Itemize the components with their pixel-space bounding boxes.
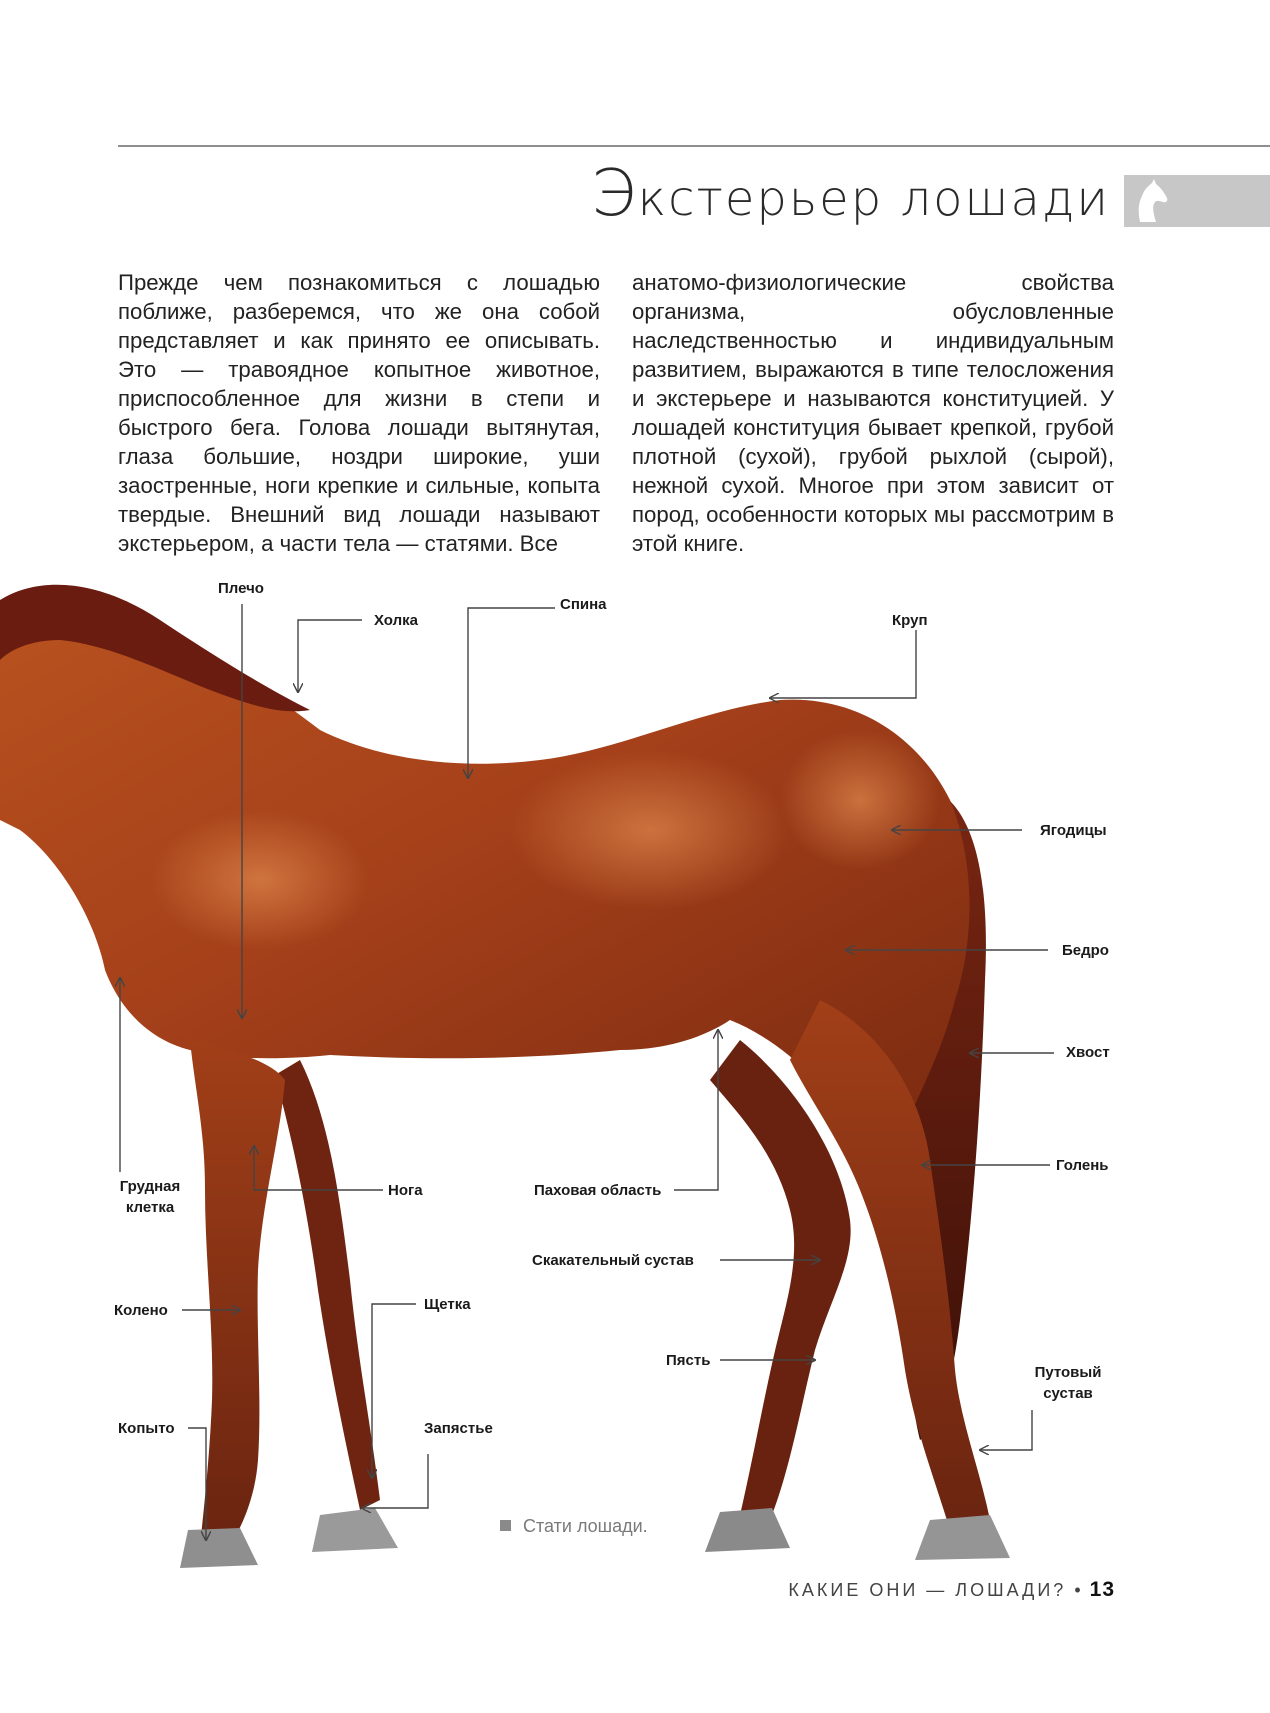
label-putovy-sustav: Путовый сустав xyxy=(1034,1364,1102,1402)
hoof-hind-near xyxy=(915,1515,1010,1560)
page-footer xyxy=(788,1578,1115,1602)
label-holka: Холка xyxy=(374,612,418,629)
far-front-leg xyxy=(275,1060,380,1510)
label-noga: Нога xyxy=(388,1182,423,1199)
hoof-hind-far xyxy=(705,1508,790,1552)
label-kopyto: Копыто xyxy=(118,1420,175,1437)
label-shchetka: Щетка xyxy=(424,1296,471,1313)
page-title: Экстерьер лошади xyxy=(590,157,1110,231)
label-bedro: Бедро xyxy=(1062,942,1109,959)
hoof-front-far xyxy=(312,1508,398,1552)
horse-head-icon xyxy=(1126,178,1170,224)
label-grudnaya-kletka: Грудная клетка xyxy=(119,1178,181,1216)
footer-bullet: • xyxy=(1074,1580,1084,1600)
body-column-left: Прежде чем познакомиться с лошадью поближе, разберемся, что же она собой представляет и как принято ее описывать. Это — травоядное копытное животное, приспособленное для жизни в степи и быстрого бега. Голова лошади вытянутая, глаза большие, ноздри широкие, уши заостренные, ноги крепкие и сильные, копыта твердые. Внешний вид лошади называют экстерьером, а части тела — статями. Все xyxy=(118,270,600,556)
label-spina: Спина xyxy=(560,596,607,613)
label-pahovaya: Паховая область xyxy=(534,1182,662,1199)
body-column-right: анатомо-физиологические свойства организма, обусловленные наследственностью и индивидуальным развитием, выражаются в типе телосложения и экстерьере и называются конституцией. У лошадей конституция бывает крепкой, грубой плотной (сухой), грубой рыхлой (сырой), нежной сухой. Многое при этом зависит от пород, особенности которых мы рассмотрим в этой книге. xyxy=(632,270,1114,556)
label-plecho: Плечо xyxy=(218,580,264,597)
hoof-front-near xyxy=(180,1528,258,1568)
page-number: 13 xyxy=(1089,1578,1115,1601)
label-yagoditsy: Ягодицы xyxy=(1040,822,1107,839)
label-skakatelny: Скакательный сустав xyxy=(532,1252,694,1269)
label-krup: Круп xyxy=(892,612,928,629)
near-front-leg xyxy=(190,1040,285,1545)
label-zapyastye: Запястье xyxy=(424,1420,493,1437)
label-koleno: Колено xyxy=(114,1302,168,1319)
caption-square-icon xyxy=(500,1520,511,1531)
label-pyast: Пясть xyxy=(666,1352,711,1369)
horse-figure xyxy=(0,560,1270,1580)
footer-section: КАКИЕ ОНИ — ЛОШАДИ? xyxy=(788,1580,1067,1600)
section-tab xyxy=(1124,175,1270,227)
figure-caption: Стати лошади. xyxy=(500,1516,648,1537)
horse-illustration xyxy=(0,560,1270,1580)
header-rule xyxy=(118,145,1270,147)
label-hvost: Хвост xyxy=(1066,1044,1110,1061)
label-golen: Голень xyxy=(1056,1157,1109,1174)
